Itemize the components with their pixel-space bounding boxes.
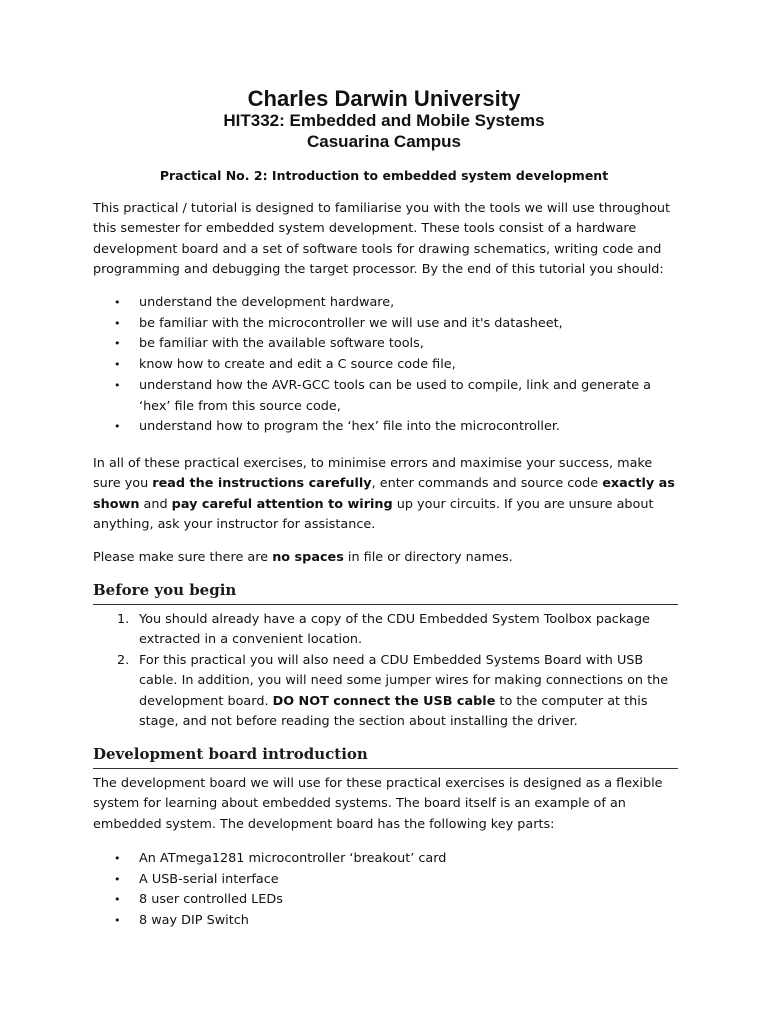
list-item: • A USB-serial interface bbox=[93, 870, 683, 891]
list-item: • understand how to program the ‘hex’ file into the microcontroller. bbox=[93, 417, 683, 438]
list-item: • 8 way DIP Switch bbox=[93, 911, 683, 932]
intro-paragraph: This practical / tutorial is designed to familiarise you with the tools we will use throughout this semester for embedded system development. These tools consist of a hardware development board and a set of software tools for drawing schematics, writing code and programming and debugging the target processor. By the end of this tutorial you should: bbox=[93, 201, 671, 277]
before-list bbox=[93, 610, 683, 732]
section-heading-devboard: Development board introduction bbox=[93, 745, 368, 763]
list-item: • 8 user controlled LEDs bbox=[93, 890, 683, 911]
section-divider bbox=[93, 604, 678, 605]
goals-list bbox=[93, 293, 683, 438]
list-item: • know how to create and edit a C source code file, bbox=[93, 355, 683, 376]
bullet-icon: • bbox=[114, 378, 121, 392]
bullet-icon: • bbox=[114, 296, 121, 309]
bullet-icon: • bbox=[114, 852, 121, 865]
list-item: • be familiar with the microcontroller we will use and it's datasheet, bbox=[93, 314, 683, 335]
bullet-icon: • bbox=[114, 893, 121, 907]
bullet-icon: • bbox=[114, 872, 121, 886]
practical-title: Practical No. 2: Introduction to embedded system development bbox=[159, 168, 609, 183]
bullet-icon: • bbox=[114, 914, 121, 928]
list-item: 2. For this practical you will also need a CDU Embedded Systems Board with USB cable. In addition, you will need some jumper wires for making connections on the development board. DO NOT connect the USB cable to the computer at this stage, and not before reading the section about installing the driver. bbox=[117, 652, 669, 730]
bullet-icon: • bbox=[114, 316, 121, 330]
devboard-parts-list bbox=[93, 849, 683, 932]
bullet-icon: • bbox=[114, 358, 121, 372]
advice-paragraph: In all of these practical exercises, to minimise errors and maximise your success, make sure you read the instructions carefully, enter commands and source code exactly as shown and pay careful attention to wiring up your circuits. If you are unsure about anything, ask your instructor for assistance. bbox=[93, 456, 675, 532]
devboard-paragraph: The development board we will use for these practical exercises is designed as a flexible system for learning about embedded systems. The board itself is an example of an embedded system. The development board has the following key parts: bbox=[93, 776, 663, 832]
bullet-icon: • bbox=[114, 420, 121, 434]
section-heading-before: Before you begin bbox=[93, 581, 237, 599]
list-item: • be familiar with the available software tools, bbox=[93, 334, 683, 355]
list-item: • understand how the AVR-GCC tools can be used to compile, link and generate a ‘hex’ file from this source code, bbox=[114, 377, 651, 414]
list-item: • understand the development hardware, bbox=[93, 293, 683, 314]
no-spaces-paragraph: Please make sure there are no spaces in file or directory names. bbox=[93, 550, 513, 565]
list-item: • An ATmega1281 microcontroller ‘breakout’ card bbox=[93, 849, 683, 870]
university-title: Charles Darwin University bbox=[247, 86, 521, 111]
campus-title: Casuarina Campus bbox=[307, 132, 461, 151]
bullet-icon: • bbox=[114, 337, 121, 351]
course-title: HIT332: Embedded and Mobile Systems bbox=[223, 111, 545, 130]
list-item: 1. You should already have a copy of the CDU Embedded System Toolbox package extracted in a convenient location. bbox=[117, 612, 650, 648]
section-divider bbox=[93, 768, 678, 769]
